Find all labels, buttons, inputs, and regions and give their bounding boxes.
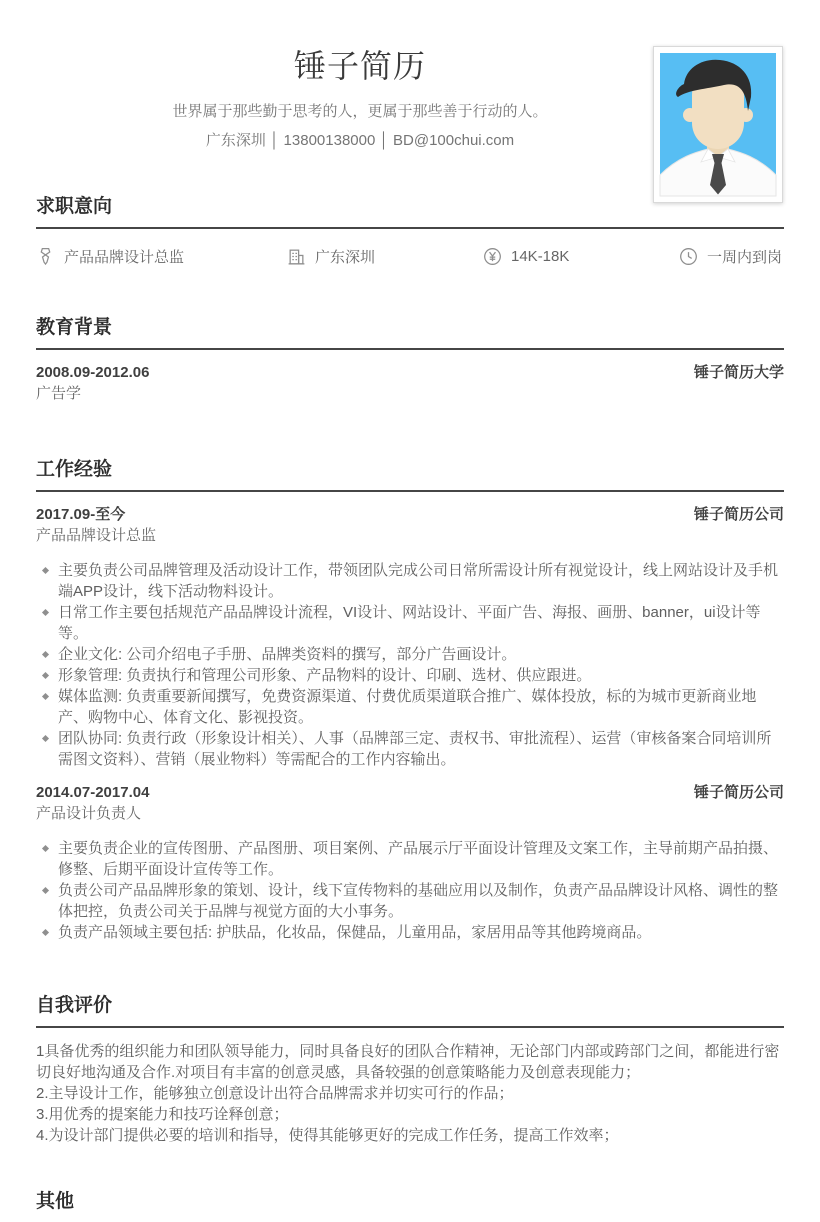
job-entry-head xyxy=(36,504,784,525)
avatar-illustration xyxy=(660,53,776,196)
education-major: 广告学 xyxy=(36,385,82,402)
intent-item-salary xyxy=(483,246,679,267)
job-bullet: 日常工作主要包括规范产品品牌设计流程，VI设计、网站设计、平面广告、海报、画册、banner，ui设计等等。 xyxy=(36,602,784,644)
intent-label: 一周内到岗 xyxy=(707,249,783,266)
education-period: 2008.09-2012.06 xyxy=(36,364,150,381)
yen-icon xyxy=(483,247,502,266)
intent-item-position xyxy=(36,246,287,267)
job-bullet: 团队协同: 负责行政（形象设计相关）、人事（品牌部三定、责权书、审批流程）、运营（审核备案合同培训所需图文资料）、营销（展业物料）等需配合的工作内容输出。 xyxy=(36,728,784,770)
evaluation-line: 3.用优秀的提案能力和技巧诠释创意； xyxy=(36,1106,289,1123)
job-company: 锤子简历公司 xyxy=(693,784,784,801)
education-entry-head xyxy=(36,362,784,383)
intent-label: 产品品牌设计总监 xyxy=(64,249,185,266)
job-position: 产品设计负责人 xyxy=(36,805,142,822)
resume-content xyxy=(36,196,784,1222)
section-title-other: 其他 xyxy=(36,1191,75,1212)
section-job-intent xyxy=(36,196,784,267)
self-evaluation-body xyxy=(36,1041,784,1146)
intent-item-availability xyxy=(679,246,784,267)
evaluation-line: 1具备优秀的组织能力和团队领导能力，同时具备良好的团队合作精神，无论部门内部或跨部门之间，都能进行密切良好地沟通及合作.对项目有丰富的创意灵感，具备较强的创意策略能力及创意表现能力； xyxy=(36,1043,780,1081)
job-bullet: 媒体监测: 负责重要新闻撰写，免费资源渠道、付费优质渠道联合推广、媒体投放，标的为城市更新商业地产、购物中心、体育文化、影视投资。 xyxy=(36,686,784,728)
job-position: 产品品牌设计总监 xyxy=(36,527,157,544)
job-intent-row xyxy=(36,229,784,267)
work-job-1 xyxy=(36,504,784,770)
contact-line: 广东深圳 │ 13800138000 │ BD@100chui.com xyxy=(205,132,515,149)
education-school: 锤子简历大学 xyxy=(693,364,784,381)
job-bullet: 主要负责企业的宣传图册、产品图册、项目案例、产品展示厅平面设计管理及文案工作，主导前期产品拍摄、修整、后期平面设计宣传等工作。 xyxy=(36,838,784,880)
evaluation-line: 4.为设计部门提供必要的培训和指导，使得其能够更好的完成工作任务，提高工作效率； xyxy=(36,1127,619,1144)
intent-label: 14K-18K xyxy=(511,248,570,265)
intent-label: 广东深圳 xyxy=(315,249,376,266)
resume-motto: 世界属于那些勤于思考的人，更属于那些善于行动的人。 xyxy=(172,103,548,120)
section-title-self-evaluation: 自我评价 xyxy=(36,995,784,1028)
job-period: 2017.09-至今 xyxy=(36,506,126,523)
clock-icon xyxy=(679,247,698,266)
tie-icon xyxy=(36,247,55,266)
evaluation-line: 2.主导设计工作，能够独立创意设计出符合品牌需求并切实可行的作品； xyxy=(36,1085,514,1102)
job-entry-head xyxy=(36,782,784,803)
job-bullet: 主要负责公司品牌管理及活动设计工作，带领团队完成公司日常所需设计所有视觉设计，线上网站设计及手机端APP设计，线下活动物料设计。 xyxy=(36,560,784,602)
resume-header xyxy=(36,0,684,151)
job-bullet-list xyxy=(36,838,784,943)
resume-name: 锤子简历 xyxy=(293,48,426,84)
section-work xyxy=(36,459,784,943)
job-bullet: 形象管理: 负责执行和管理公司形象、产品物料的设计、印刷、选材、供应跟进。 xyxy=(36,665,784,686)
section-title-job-intent: 求职意向 xyxy=(36,196,784,229)
job-bullet: 负责公司产品品牌形象的策划、设计，线下宣传物料的基础应用以及制作，负责产品品牌设计风格、调性的整体把控，负责公司关于品牌与视觉方面的大小事务。 xyxy=(36,880,784,922)
work-job-2 xyxy=(36,782,784,943)
section-education xyxy=(36,317,784,404)
job-period: 2014.07-2017.04 xyxy=(36,784,150,801)
section-title-work: 工作经验 xyxy=(36,459,784,492)
section-self-evaluation xyxy=(36,995,784,1146)
job-bullet: 企业文化: 公司介绍电子手册、品牌类资料的撰写，部分广告画设计。 xyxy=(36,644,784,665)
section-title-education: 教育背景 xyxy=(36,317,784,350)
intent-item-location xyxy=(287,246,483,267)
section-other xyxy=(36,1191,784,1222)
building-icon xyxy=(287,247,306,266)
job-bullet: 负责产品领域主要包括: 护肤品，化妆品，保健品，儿童用品，家居用品等其他跨境商品。 xyxy=(36,922,784,943)
job-bullet-list xyxy=(36,560,784,770)
profile-photo xyxy=(653,46,783,203)
job-company: 锤子简历公司 xyxy=(693,506,784,523)
